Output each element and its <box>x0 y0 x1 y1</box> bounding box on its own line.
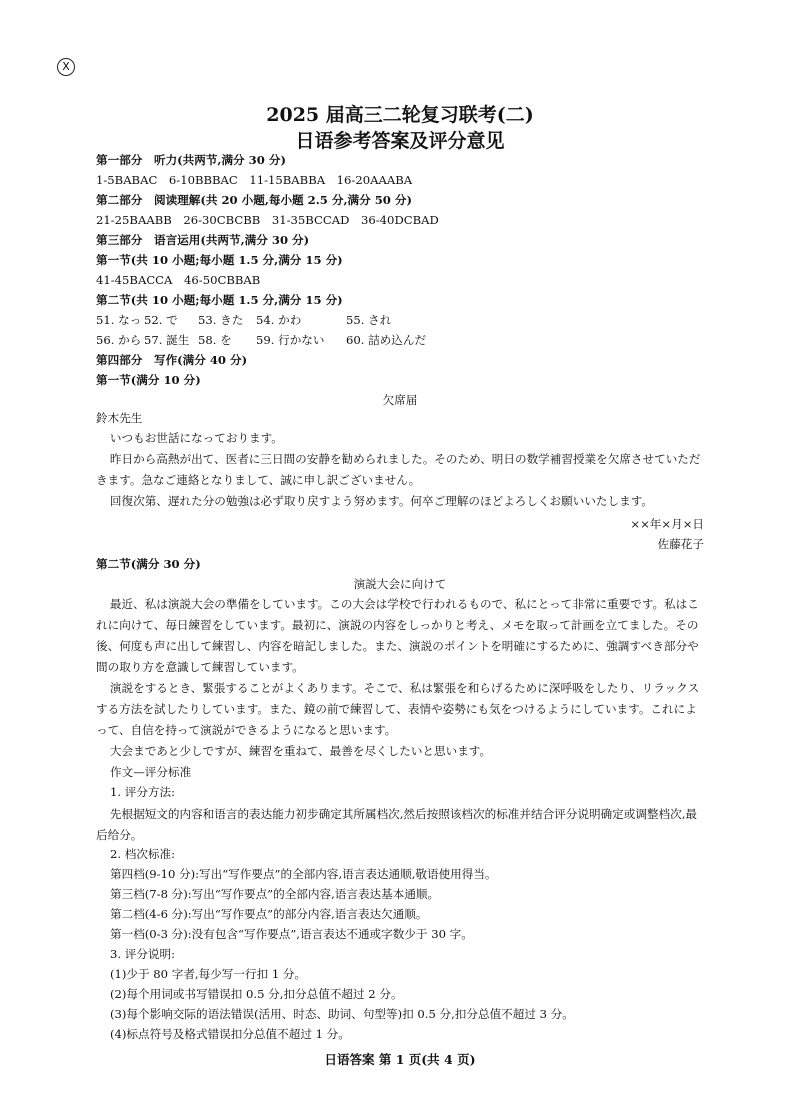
answer-53: 53. きた <box>198 313 244 327</box>
answer-52: 52. で <box>144 313 178 327</box>
essay-paragraph-1: 最近、私は演説大会の準備をしています。この大会は学校で行われるもので、私にとって非常に重要です。私はこれに向けて、毎日練習をしています。最初に、演説の内容をしっかりと考え、メモを取って計画を立てました。その後、何度も声に出して練習し、内容を暗記しました。また、演説のポイントを明確にするために、強調すべき部分や間の取り方を意識して練習しています。 <box>96 597 699 674</box>
letter-paragraph-1: いつもお世話になっております。 <box>109 431 283 445</box>
page-footer: 日语答案 第 1 页(共 4 页) <box>324 1052 476 1067</box>
note-3: (3)每个影响交际的语法错误(活用、时态、助词、句型等)扣 0.5 分,扣分总值不超过 3 分。 <box>110 1007 574 1021</box>
answer-58: 58. を <box>198 333 232 347</box>
note-4: (4)标点符号及格式错误扣分总值不超过 1 分。 <box>110 1027 350 1041</box>
part2-answers: 21-25BAABB 26-30CBCBB 31-35BCCAD 36-40DCBAD <box>96 213 439 227</box>
essay-paragraph-2: 演説をするとき、緊張することがよくあります。そこで、私は緊張を和らげるために深呼吸をしたり、リラックスする方法を試したりしています。また、鏡の前で練習して、表情や姿勢にも気をつけるようにしています。これによって、自信を持って演説ができるようになると思います。 <box>96 681 700 737</box>
part4-section2-header: 第二节(满分 30 分) <box>96 557 201 571</box>
essay-paragraph-3: 大会まであと少しですが、練習を重ねて、最善を尽くしたいと思います。 <box>109 744 492 758</box>
part3-header: 第三部分 语言运用(共两节,满分 30 分) <box>96 233 310 247</box>
letter-paragraph-2: 昨日から高熱が出て、医者に三日間の安静を勧められました。そのため、明日の数学補習授業を欠席させていただきます。急なご連絡となりまして、誠に申し訳ございません。 <box>96 452 701 487</box>
letter-paragraph-3: 回復次第、遅れた分の勉強は必ず取り戻すよう努めます。何卒ご理解のほどよろしくお願いいたします。 <box>109 494 653 508</box>
answer-51: 51. なっ <box>96 313 142 327</box>
grade-2: 第二档(4-6 分):写出“写作要点”的部分内容,语言表达欠通顺。 <box>110 907 428 921</box>
letter-date: ××年×月×日 <box>630 517 704 531</box>
essay-title: 演説大会に向けて <box>353 577 447 591</box>
criteria-method-heading: 1. 评分方法: <box>110 785 176 799</box>
answer-57: 57. 誕生 <box>144 333 190 347</box>
grade-4: 第四档(9-10 分):写出“写作要点”的全部内容,语言表达通顺,敬语使用得当。 <box>110 867 497 881</box>
criteria-grades-heading: 2. 档次标准: <box>110 847 176 861</box>
note-1: (1)少于 80 字者,每少写一行扣 1 分。 <box>110 967 307 981</box>
grade-1: 第一档(0-3 分):没有包含“写作要点”,语言表达不通或字数少于 30 字。 <box>110 927 473 941</box>
exam-title: 2025 届高三二轮复习联考(二) <box>266 104 534 126</box>
answer-key-title: 日语参考答案及评分意见 <box>295 130 505 152</box>
part3-section2-row2 <box>96 332 426 348</box>
letter-sender: 佐藤花子 <box>657 537 704 551</box>
part3-section2-row1 <box>96 312 391 328</box>
criteria-title: 作文—评分标准 <box>110 765 192 779</box>
letter-title: 欠席届 <box>382 393 418 407</box>
answer-60: 60. 詰め込んだ <box>346 333 427 347</box>
answer-55: 55. され <box>346 313 392 327</box>
part3-section1-answers: 41-45BACCA 46-50CBBAB <box>96 273 261 287</box>
answer-54: 54. かわ <box>256 313 302 327</box>
part1-answers: 1-5BABAC 6-10BBBAC 11-15BABBA 16-20AAABA <box>96 173 413 187</box>
part3-section2-header: 第二节(共 10 小题;每小题 1.5 分,满分 15 分) <box>96 293 343 307</box>
note-2: (2)每个用词或书写错误扣 0.5 分,扣分总值不超过 2 分。 <box>110 987 403 1001</box>
letter-addressee: 鈴木先生 <box>96 411 143 425</box>
part4-section1-header: 第一节(满分 10 分) <box>96 373 201 387</box>
part3-section1-header: 第一节(共 10 小题;每小题 1.5 分,满分 15 分) <box>96 253 343 267</box>
criteria-method-text: 先根据短文的内容和语言的表达能力初步确定其所属档次,然后按照该档次的标准并结合评分说明确定或调整档次,最后给分。 <box>96 807 697 842</box>
criteria-notes-heading: 3. 评分说明: <box>110 947 176 961</box>
part4-header: 第四部分 写作(满分 40 分) <box>96 353 248 367</box>
answer-59: 59. 行かない <box>256 333 325 347</box>
part1-header: 第一部分 听力(共两节,满分 30 分) <box>96 153 286 167</box>
part2-header: 第二部分 阅读理解(共 20 小题,每小题 2.5 分,满分 50 分) <box>96 193 412 207</box>
corner-mark: X <box>57 58 75 76</box>
grade-3: 第三档(7-8 分):写出“写作要点”的全部内容,语言表达基本通顺。 <box>110 887 440 901</box>
answer-56: 56. から <box>96 333 142 347</box>
